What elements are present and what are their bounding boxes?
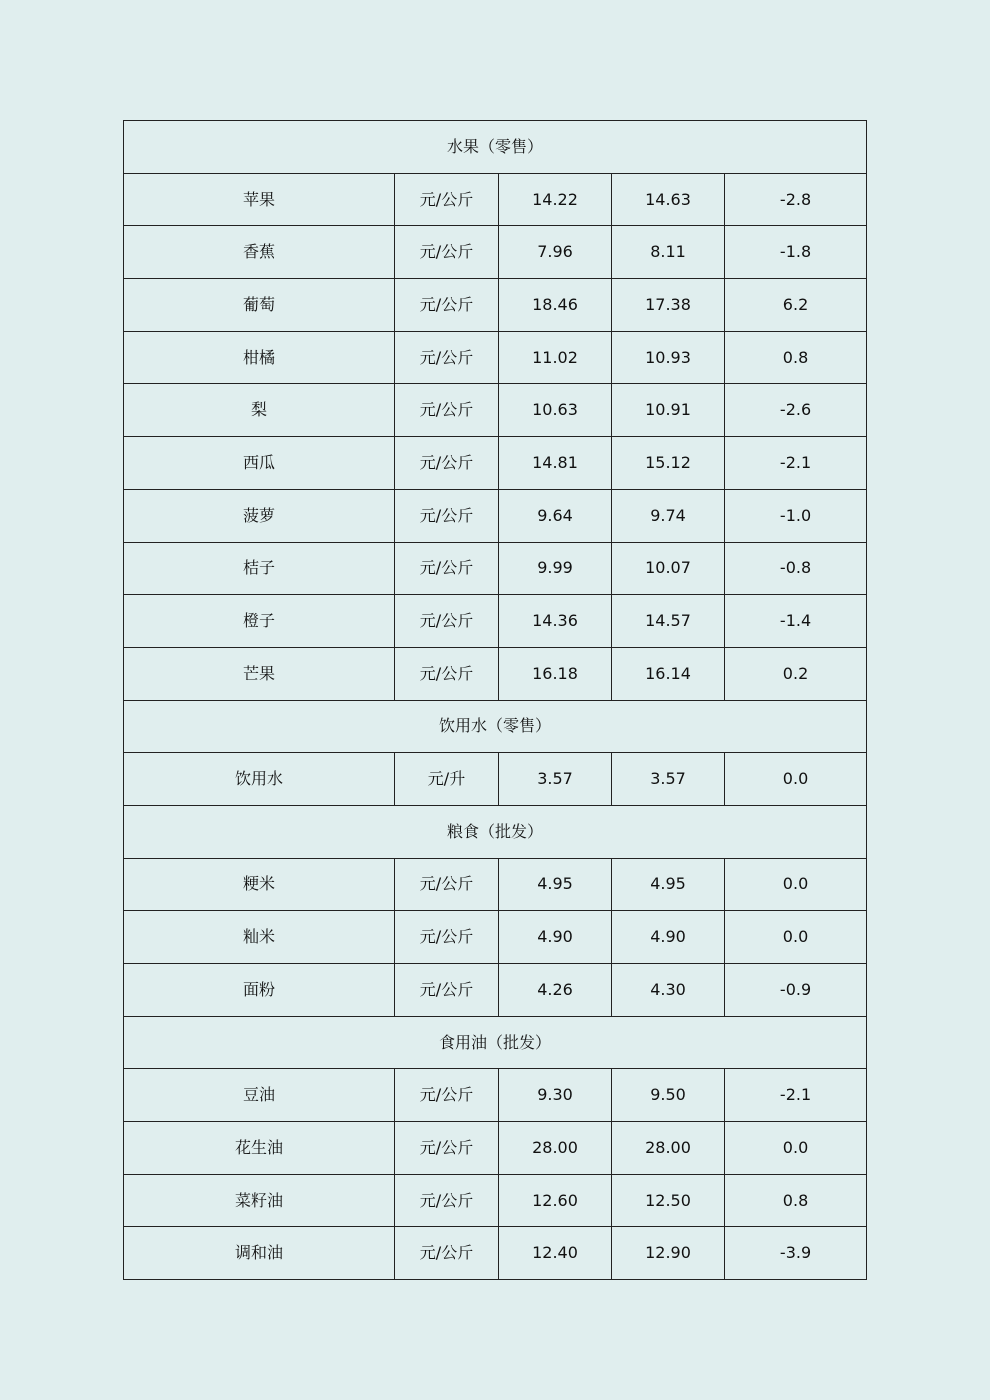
- item-name-cell: 豆油: [124, 1069, 395, 1122]
- previous-price-cell: 10.93: [612, 331, 725, 384]
- change-percent-cell: 0.0: [725, 1122, 867, 1175]
- previous-price-cell: 12.50: [612, 1174, 725, 1227]
- item-name-cell: 粳米: [124, 858, 395, 911]
- table-row: [124, 437, 867, 490]
- item-name-cell: 芒果: [124, 647, 395, 700]
- change-percent-cell: 0.8: [725, 331, 867, 384]
- change-percent-cell: -2.1: [725, 437, 867, 490]
- price-table: [123, 120, 867, 1280]
- table-row: [124, 753, 867, 806]
- unit-cell: 元/公斤: [395, 331, 499, 384]
- change-percent-cell: 6.2: [725, 279, 867, 332]
- unit-cell: 元/公斤: [395, 489, 499, 542]
- change-percent-cell: 0.0: [725, 858, 867, 911]
- change-percent-cell: -2.1: [725, 1069, 867, 1122]
- section-header-row: [124, 1016, 867, 1069]
- table-row: [124, 1227, 867, 1280]
- item-name-cell: 花生油: [124, 1122, 395, 1175]
- previous-price-cell: 14.57: [612, 595, 725, 648]
- table-row: [124, 226, 867, 279]
- item-name-cell: 梨: [124, 384, 395, 437]
- current-price-cell: 9.64: [499, 489, 612, 542]
- unit-cell: 元/公斤: [395, 1227, 499, 1280]
- item-name-cell: 桔子: [124, 542, 395, 595]
- previous-price-cell: 28.00: [612, 1122, 725, 1175]
- item-name-cell: 调和油: [124, 1227, 395, 1280]
- previous-price-cell: 10.91: [612, 384, 725, 437]
- table-row: [124, 173, 867, 226]
- change-percent-cell: 0.0: [725, 753, 867, 806]
- unit-cell: 元/公斤: [395, 647, 499, 700]
- current-price-cell: 4.90: [499, 911, 612, 964]
- previous-price-cell: 9.74: [612, 489, 725, 542]
- current-price-cell: 12.40: [499, 1227, 612, 1280]
- current-price-cell: 4.95: [499, 858, 612, 911]
- item-name-cell: 面粉: [124, 964, 395, 1017]
- change-percent-cell: -1.0: [725, 489, 867, 542]
- table-row: [124, 542, 867, 595]
- current-price-cell: 4.26: [499, 964, 612, 1017]
- section-header-row: [124, 121, 867, 174]
- previous-price-cell: 10.07: [612, 542, 725, 595]
- item-name-cell: 香蕉: [124, 226, 395, 279]
- current-price-cell: 14.81: [499, 437, 612, 490]
- item-name-cell: 籼米: [124, 911, 395, 964]
- table-row: [124, 911, 867, 964]
- previous-price-cell: 3.57: [612, 753, 725, 806]
- table-row: [124, 647, 867, 700]
- table-row: [124, 384, 867, 437]
- unit-cell: 元/升: [395, 753, 499, 806]
- previous-price-cell: 4.30: [612, 964, 725, 1017]
- current-price-cell: 7.96: [499, 226, 612, 279]
- change-percent-cell: -1.4: [725, 595, 867, 648]
- section-header-row: [124, 805, 867, 858]
- previous-price-cell: 12.90: [612, 1227, 725, 1280]
- unit-cell: 元/公斤: [395, 964, 499, 1017]
- change-percent-cell: 0.0: [725, 911, 867, 964]
- previous-price-cell: 14.63: [612, 173, 725, 226]
- table-row: [124, 279, 867, 332]
- current-price-cell: 3.57: [499, 753, 612, 806]
- price-table-body: [124, 121, 867, 1280]
- change-percent-cell: -0.9: [725, 964, 867, 1017]
- item-name-cell: 饮用水: [124, 753, 395, 806]
- unit-cell: 元/公斤: [395, 1069, 499, 1122]
- table-row: [124, 964, 867, 1017]
- previous-price-cell: 16.14: [612, 647, 725, 700]
- unit-cell: 元/公斤: [395, 437, 499, 490]
- section-header-row: [124, 700, 867, 753]
- item-name-cell: 柑橘: [124, 331, 395, 384]
- item-name-cell: 菜籽油: [124, 1174, 395, 1227]
- change-percent-cell: -2.6: [725, 384, 867, 437]
- previous-price-cell: 4.90: [612, 911, 725, 964]
- current-price-cell: 11.02: [499, 331, 612, 384]
- table-row: [124, 489, 867, 542]
- current-price-cell: 28.00: [499, 1122, 612, 1175]
- table-row: [124, 858, 867, 911]
- unit-cell: 元/公斤: [395, 595, 499, 648]
- unit-cell: 元/公斤: [395, 384, 499, 437]
- unit-cell: 元/公斤: [395, 1174, 499, 1227]
- current-price-cell: 18.46: [499, 279, 612, 332]
- previous-price-cell: 8.11: [612, 226, 725, 279]
- current-price-cell: 9.30: [499, 1069, 612, 1122]
- section-title: 水果（零售）: [124, 121, 867, 174]
- previous-price-cell: 4.95: [612, 858, 725, 911]
- table-row: [124, 1174, 867, 1227]
- item-name-cell: 西瓜: [124, 437, 395, 490]
- section-title: 粮食（批发）: [124, 805, 867, 858]
- table-row: [124, 1122, 867, 1175]
- unit-cell: 元/公斤: [395, 911, 499, 964]
- unit-cell: 元/公斤: [395, 1122, 499, 1175]
- change-percent-cell: 0.8: [725, 1174, 867, 1227]
- current-price-cell: 14.36: [499, 595, 612, 648]
- item-name-cell: 橙子: [124, 595, 395, 648]
- change-percent-cell: -2.8: [725, 173, 867, 226]
- unit-cell: 元/公斤: [395, 173, 499, 226]
- section-title: 饮用水（零售）: [124, 700, 867, 753]
- change-percent-cell: -0.8: [725, 542, 867, 595]
- unit-cell: 元/公斤: [395, 542, 499, 595]
- previous-price-cell: 17.38: [612, 279, 725, 332]
- section-title: 食用油（批发）: [124, 1016, 867, 1069]
- current-price-cell: 9.99: [499, 542, 612, 595]
- previous-price-cell: 15.12: [612, 437, 725, 490]
- current-price-cell: 12.60: [499, 1174, 612, 1227]
- change-percent-cell: 0.2: [725, 647, 867, 700]
- current-price-cell: 10.63: [499, 384, 612, 437]
- item-name-cell: 菠萝: [124, 489, 395, 542]
- item-name-cell: 葡萄: [124, 279, 395, 332]
- table-row: [124, 331, 867, 384]
- previous-price-cell: 9.50: [612, 1069, 725, 1122]
- unit-cell: 元/公斤: [395, 279, 499, 332]
- current-price-cell: 14.22: [499, 173, 612, 226]
- change-percent-cell: -3.9: [725, 1227, 867, 1280]
- table-row: [124, 595, 867, 648]
- current-price-cell: 16.18: [499, 647, 612, 700]
- table-row: [124, 1069, 867, 1122]
- unit-cell: 元/公斤: [395, 226, 499, 279]
- change-percent-cell: -1.8: [725, 226, 867, 279]
- item-name-cell: 苹果: [124, 173, 395, 226]
- unit-cell: 元/公斤: [395, 858, 499, 911]
